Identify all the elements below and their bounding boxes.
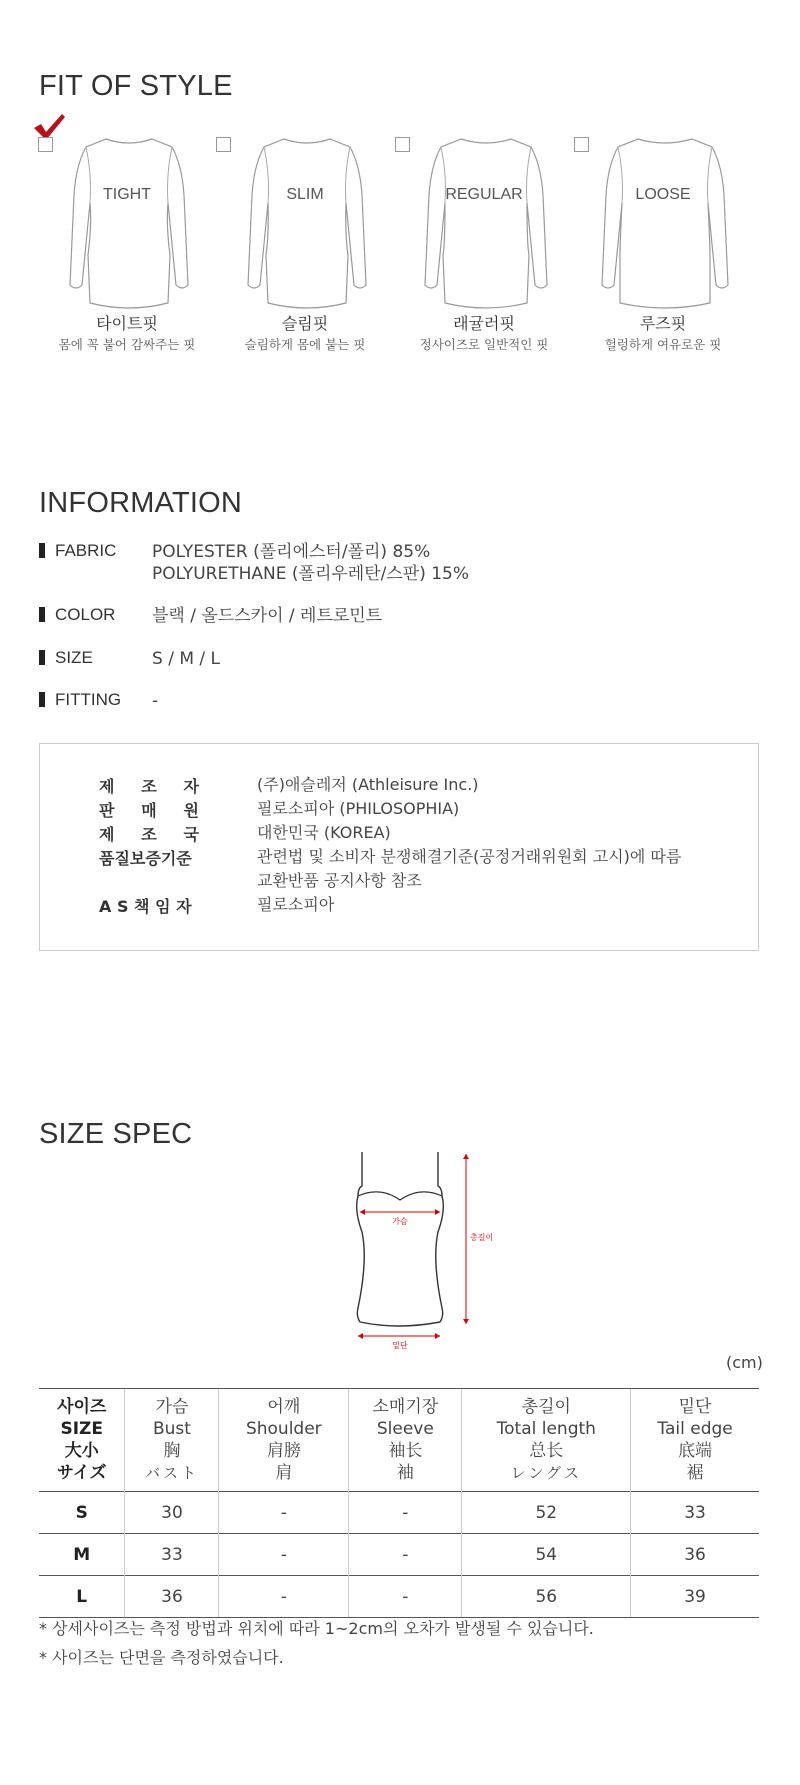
fit-label-kr: 래귤러핏 xyxy=(453,314,515,333)
tail-cell: 33 xyxy=(631,1492,759,1534)
size-note: * 상세사이즈는 측정 방법과 위치에 따라 1~2cm의 오차가 발생될 수 있습니다. xyxy=(39,1619,594,1638)
bust-cell: 30 xyxy=(125,1492,219,1534)
maker-value-country: 대한민국 (KOREA) xyxy=(257,823,391,842)
sleeve-cell: - xyxy=(349,1492,462,1534)
length-cell: 54 xyxy=(462,1534,631,1576)
diagram-label-hem: 밑단 xyxy=(392,1341,408,1350)
maker-key-as: A S 책 임 자 xyxy=(99,897,192,916)
fit-section-title: FIT OF STYLE xyxy=(39,70,233,102)
info-value-fitting: - xyxy=(152,691,159,711)
fit-checkbox[interactable] xyxy=(395,137,410,152)
unit-label: (cm) xyxy=(726,1353,763,1372)
fit-label-en: SLIM xyxy=(286,186,324,203)
info-value-fabric: POLYESTER (폴리에스터/폴리) 85% POLYURETHANE (폴리우레탄/스판) 15% xyxy=(152,542,470,584)
size-section-title: SIZE SPEC xyxy=(39,1118,193,1150)
manufacturer-info-box xyxy=(39,743,759,951)
label-bar xyxy=(39,607,45,622)
label-bar xyxy=(39,650,45,665)
dress-diagram xyxy=(340,1150,510,1358)
header-size: 사이즈 SIZE 大小 サイズ xyxy=(39,1389,125,1492)
table-row xyxy=(39,1576,759,1618)
label-bar xyxy=(39,543,45,558)
fit-label-kr: 슬림핏 xyxy=(281,314,329,333)
fit-checkbox[interactable] xyxy=(574,137,589,152)
shoulder-cell: - xyxy=(219,1576,349,1618)
table-row xyxy=(39,1534,759,1576)
length-cell: 52 xyxy=(462,1492,631,1534)
fit-label-en: LOOSE xyxy=(635,186,691,203)
maker-value-quality: 관련법 및 소비자 분쟁해결기준(공정거래위원회 고시)에 따름 교환반품 공지사항 참조 xyxy=(257,847,682,890)
shoulder-cell: - xyxy=(219,1492,349,1534)
size-cell: S xyxy=(39,1492,125,1534)
shirt-silhouette-icon xyxy=(242,135,372,311)
maker-value-manufacturer: (주)애슬레저 (Athleisure Inc.) xyxy=(257,775,479,794)
diagram-label-bust: 가슴 xyxy=(392,1217,408,1226)
sleeve-cell: - xyxy=(349,1576,462,1618)
diagram-label-length: 총길이 xyxy=(470,1233,494,1242)
length-cell: 56 xyxy=(462,1576,631,1618)
bust-cell: 33 xyxy=(125,1534,219,1576)
size-cell: M xyxy=(39,1534,125,1576)
header-sleeve: 소매기장 Sleeve 袖长 袖 xyxy=(349,1389,462,1492)
tail-cell: 36 xyxy=(631,1534,759,1576)
fit-checkbox[interactable] xyxy=(216,137,231,152)
size-note: * 사이즈는 단면을 측정하였습니다. xyxy=(39,1648,284,1667)
fit-label-en: REGULAR xyxy=(445,186,523,203)
shirt-silhouette-icon xyxy=(421,135,551,311)
fit-description: 슬림하게 몸에 붙는 핏 xyxy=(244,337,366,352)
fit-description: 헐렁하게 여유로운 핏 xyxy=(604,337,722,352)
maker-key-country: 제 조 국 xyxy=(99,825,199,844)
info-label-color: COLOR xyxy=(39,605,115,625)
maker-key-seller: 판 매 원 xyxy=(99,801,199,820)
header-total-length: 총길이 Total length 总长 レングス xyxy=(462,1389,631,1492)
bust-cell: 36 xyxy=(125,1576,219,1618)
shirt-silhouette-icon xyxy=(600,135,730,311)
info-label-size: SIZE xyxy=(39,648,93,668)
info-label-fabric: FABRIC xyxy=(39,541,116,561)
fit-option-slim[interactable] xyxy=(214,113,396,353)
tail-cell: 39 xyxy=(631,1576,759,1618)
size-spec-table xyxy=(39,1388,759,1618)
fit-label-en: TIGHT xyxy=(103,186,151,203)
shirt-silhouette-icon xyxy=(64,135,194,311)
header-bust: 가슴 Bust 胸 バスト xyxy=(125,1389,219,1492)
fit-label-kr: 타이트핏 xyxy=(96,314,158,333)
info-section-title: INFORMATION xyxy=(39,487,243,519)
maker-key-quality: 품질보증기준 xyxy=(99,849,192,868)
info-label-fitting: FITTING xyxy=(39,690,121,710)
header-shoulder: 어깨 Shoulder 肩膀 肩 xyxy=(219,1389,349,1492)
maker-key-manufacturer: 제 조 자 xyxy=(99,777,199,796)
fit-option-regular[interactable] xyxy=(393,113,575,353)
fit-description: 몸에 꼭 붙어 감싸주는 핏 xyxy=(58,337,196,352)
info-value-size: S / M / L xyxy=(152,649,220,669)
table-header-row xyxy=(39,1389,759,1492)
size-cell: L xyxy=(39,1576,125,1618)
fit-option-tight[interactable] xyxy=(36,113,218,353)
table-row xyxy=(39,1492,759,1534)
header-tail-edge: 밑단 Tail edge 底端 裾 xyxy=(631,1389,759,1492)
fit-option-loose[interactable] xyxy=(572,113,754,353)
fit-label-kr: 루즈핏 xyxy=(639,314,687,333)
maker-value-seller: 필로소피아 (PHILOSOPHIA) xyxy=(257,799,460,818)
shoulder-cell: - xyxy=(219,1534,349,1576)
sleeve-cell: - xyxy=(349,1534,462,1576)
info-value-color: 블랙 / 올드스카이 / 레트로민트 xyxy=(152,606,383,626)
fit-checkbox[interactable] xyxy=(38,137,53,152)
label-bar xyxy=(39,692,45,707)
maker-value-as: 필로소피아 xyxy=(257,895,335,914)
fit-description: 정사이즈로 일반적인 핏 xyxy=(419,337,549,352)
